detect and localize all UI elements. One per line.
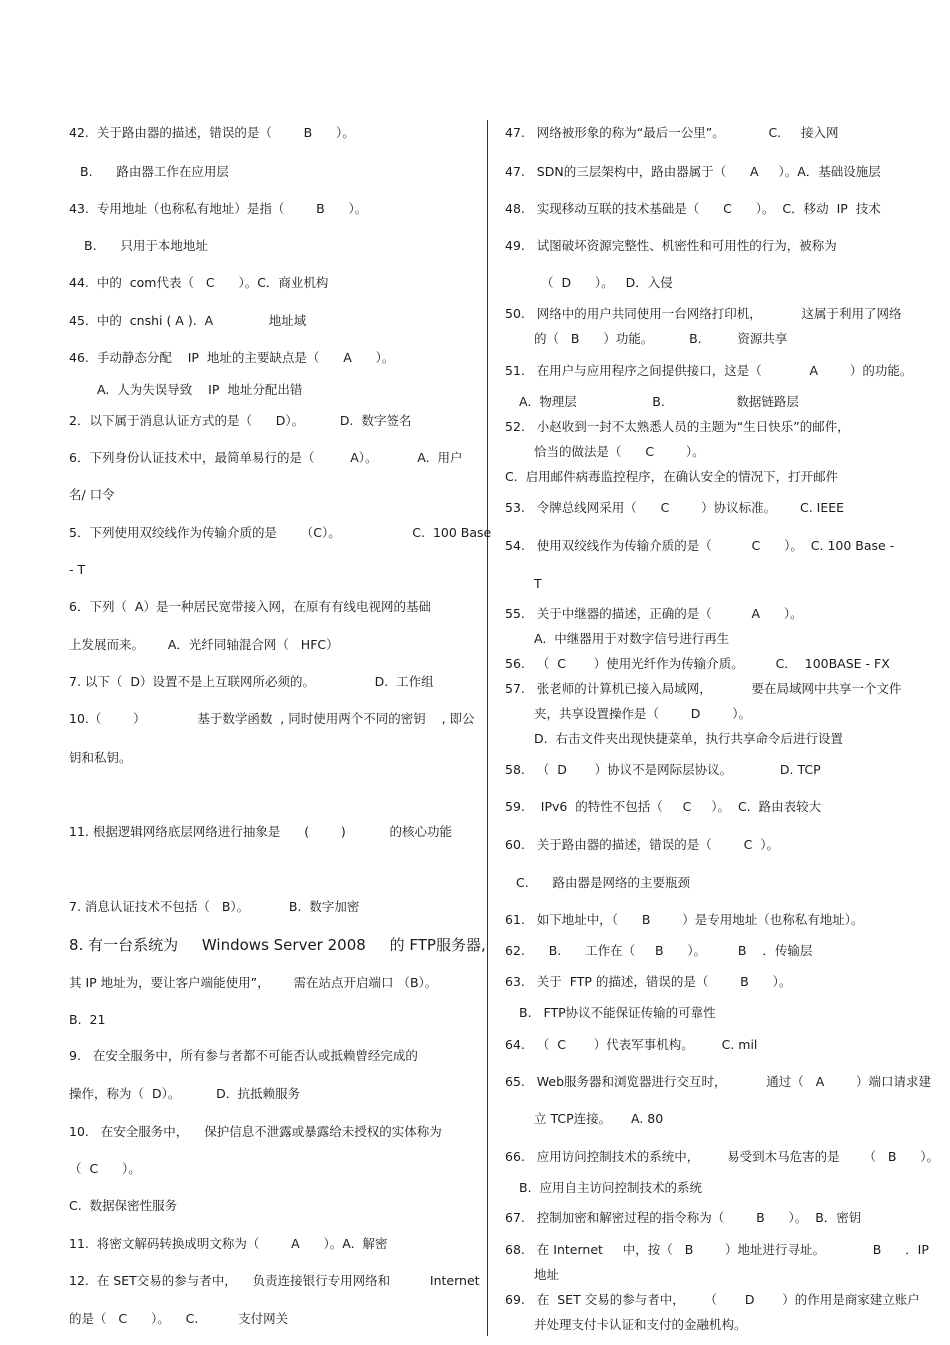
question-line: 60. 关于路由器的描述，错误的是（ C ）。 (505, 837, 780, 852)
question-line: 6．下列（ A）是一种居民宽带接入网，在原有有线电视网的基础 (69, 599, 431, 614)
answer-line: C. 启用邮件病毒监控程序，在确认安全的情况下，打开邮件 (505, 469, 839, 484)
question-line: 11. 根据逻辑网络底层网络进行抽象是 ( ) 的核心功能 (69, 824, 452, 839)
answer-line: B. 只用于本地地址 (84, 238, 208, 253)
question-line: 43. 专用地址（也称私有地址）是指（ B ）。 (69, 201, 368, 216)
answer-line: B. 应用自主访问控制技术的系统 (519, 1180, 702, 1195)
question-line: 7. 消息认证技术不包括（ B）。 B. 数字加密 (69, 899, 360, 914)
question-line: 夹，共享设置操作是（ D ）。 (534, 706, 751, 721)
question-line: 62. B. 工作在（ B ）。 B ．传输层 (505, 943, 813, 958)
question-line: 12. 在 SET交易的参与者中， 负责连接银行专用网络和 Internet (69, 1273, 480, 1288)
question-line: 47. 网络被形象的称为“最后一公里”。 C. 接入网 (505, 125, 839, 140)
question-line: 11. 将密文解码转换成明文称为（ A ）。A. 解密 (69, 1236, 388, 1251)
question-line: 6．下列身份认证技术中，最简单易行的是（ A）。 A. 用户 (69, 450, 463, 465)
question-line: 地址 (534, 1267, 560, 1282)
question-line: 上发展而来。 A．光纤同轴混合网（ HFC） (69, 637, 339, 652)
question-line: 61. 如下地址中，（ B ）是专用地址（也称私有地址）。 (505, 912, 864, 927)
question-line: 并处理支付卡认证和支付的金融机构。 (534, 1317, 747, 1332)
question-line: 10.（ ） 基于数学函数 , 同时使用两个不同的密钥 , 即公 (69, 711, 475, 726)
question-line: 46. 手动静态分配 IP 地址的主要缺点是（ A ）。 (69, 350, 395, 365)
question-line: 42. 关于路由器的描述，错误的是（ B ）。 (69, 125, 355, 140)
question-line: 恰当的做法是（ C ）。 (534, 444, 705, 459)
question-line: - T (69, 562, 86, 577)
answer-line: B. 路由器工作在应用层 (80, 164, 229, 179)
answer-line: A. 中继器用于对数字信号进行再生 (534, 631, 730, 646)
question-line: 48. 实现移动互联的技术基础是（ C ）。 C．移动 IP 技术 (505, 201, 881, 216)
answer-line: C. 路由器是网络的主要瓶颈 (516, 875, 691, 890)
question-line: 7. 以下（ D）设置不是上互联网所必须的。 D. 工作组 (69, 674, 434, 689)
question-line: 10. 在安全服务中， 保护信息不泄露或暴露给未授权的实体称为 (69, 1124, 442, 1139)
question-line: （ C ）。 (69, 1161, 141, 1176)
question-line: 63. 关于 FTP 的描述，错误的是（ B ）。 (505, 974, 792, 989)
question-line: T (534, 576, 542, 591)
question-line: 钥和私钥。 (69, 750, 132, 765)
question-line: 55. 关于中继器的描述，正确的是（ A ）。 (505, 606, 803, 621)
question-line: 67. 控制加密和解密过程的指令称为（ B ）。 B．密钥 (505, 1210, 862, 1225)
question-line: 56. （ C ）使用光纤作为传输介质。 C． 100BASE - FX (505, 656, 890, 671)
question-line: 5．下列使用双绞线作为传输介质的是 （C）。 C. 100 Base (69, 525, 492, 540)
answer-line: A. 物理层 B. 数据链路层 (519, 394, 799, 409)
question-line: 54. 使用双绞线作为传输介质的是（ C ）。 C. 100 Base - (505, 538, 895, 553)
question-line: 的（ B ）功能。 B. 资源共享 (534, 331, 788, 346)
question-line: 66. 应用访问控制技术的系统中， 易受到木马危害的是 （ B ）。 (505, 1149, 940, 1164)
question-line: 51. 在用户与应用程序之间提供接口，这是（ A ）的功能。 (505, 363, 913, 378)
question-line: 58. （ D ）协议不是网际层协议。 D. TCP (505, 762, 821, 777)
question-line: 49. 试图破坏资源完整性、机密性和可用性的行为，被称为 (505, 238, 837, 253)
question-line: 69. 在 SET 交易的参与者中， （ D ）的作用是商家建立账户 (505, 1292, 920, 1307)
question-line: 2．以下属于消息认证方式的是（ D）。 D. 数字签名 (69, 413, 412, 428)
answer-line: A. 人为失误导致 IP 地址分配出错 (97, 382, 303, 397)
question-line: 9. 在安全服务中，所有参与者都不可能否认或抵赖曾经完成的 (69, 1048, 418, 1063)
question-line: 47. SDN的三层架构中，路由器属于（ A ）。A．基础设施层 (505, 164, 881, 179)
question-line: 53. 令牌总线网采用（ C ）协议标准。 C. IEEE (505, 500, 845, 515)
answer-line: C. 数据保密性服务 (69, 1198, 178, 1213)
question-line: 操作，称为（ D）。 D. 抗抵赖服务 (69, 1086, 301, 1101)
question-line: 名/ 口令 (69, 487, 115, 502)
question-line: 64. （ C ）代表军事机构。 C. mil (505, 1037, 758, 1052)
question-line: 45. 中的 cnshi ( A ). A 地址域 (69, 313, 307, 328)
question-line: 其 IP 地址为，要让客户端能使用”， 需在站点开启端口 （B）。 (69, 975, 438, 990)
answer-line: D. 右击文件夹出现快捷菜单，执行共享命令后进行设置 (534, 731, 844, 746)
question-line: 的是（ C ）。 C. 支付网关 (69, 1311, 289, 1326)
question-line: 68. 在 Internet 中，按（ B ）地址进行寻址。 B ．IP (505, 1242, 929, 1257)
question-line: 65. Web服务器和浏览器进行交互时， 通过（ A ）端口请求建 (505, 1074, 932, 1089)
question-line: 立 TCP连接。 A. 80 (534, 1111, 664, 1126)
question-line: 50. 网络中的用户共同使用一台网络打印机， 这属于利用了网络 (505, 306, 902, 321)
question-line: 52. 小赵收到一封不太熟悉人员的主题为“生日快乐”的邮件， (505, 419, 850, 434)
answer-line: （ D ）。 D．入侵 (541, 275, 673, 290)
question-line: 8. 有一台系统为 Windows Server 2008 的 FTP服务器, (69, 936, 486, 954)
question-line: 44. 中的 com代表（ C ）。C．商业机构 (69, 275, 329, 290)
answer-line: B. 21 (69, 1012, 106, 1027)
answer-line: B. FTP协议不能保证传输的可靠性 (519, 1005, 716, 1020)
question-line: 59. IPv6 的特性不包括（ C ）。 C. 路由表较大 (505, 799, 822, 814)
question-line: 57. 张老师的计算机已接入局域网， 要在局域网中共享一个文件 (505, 681, 902, 696)
column-divider (487, 120, 488, 1336)
